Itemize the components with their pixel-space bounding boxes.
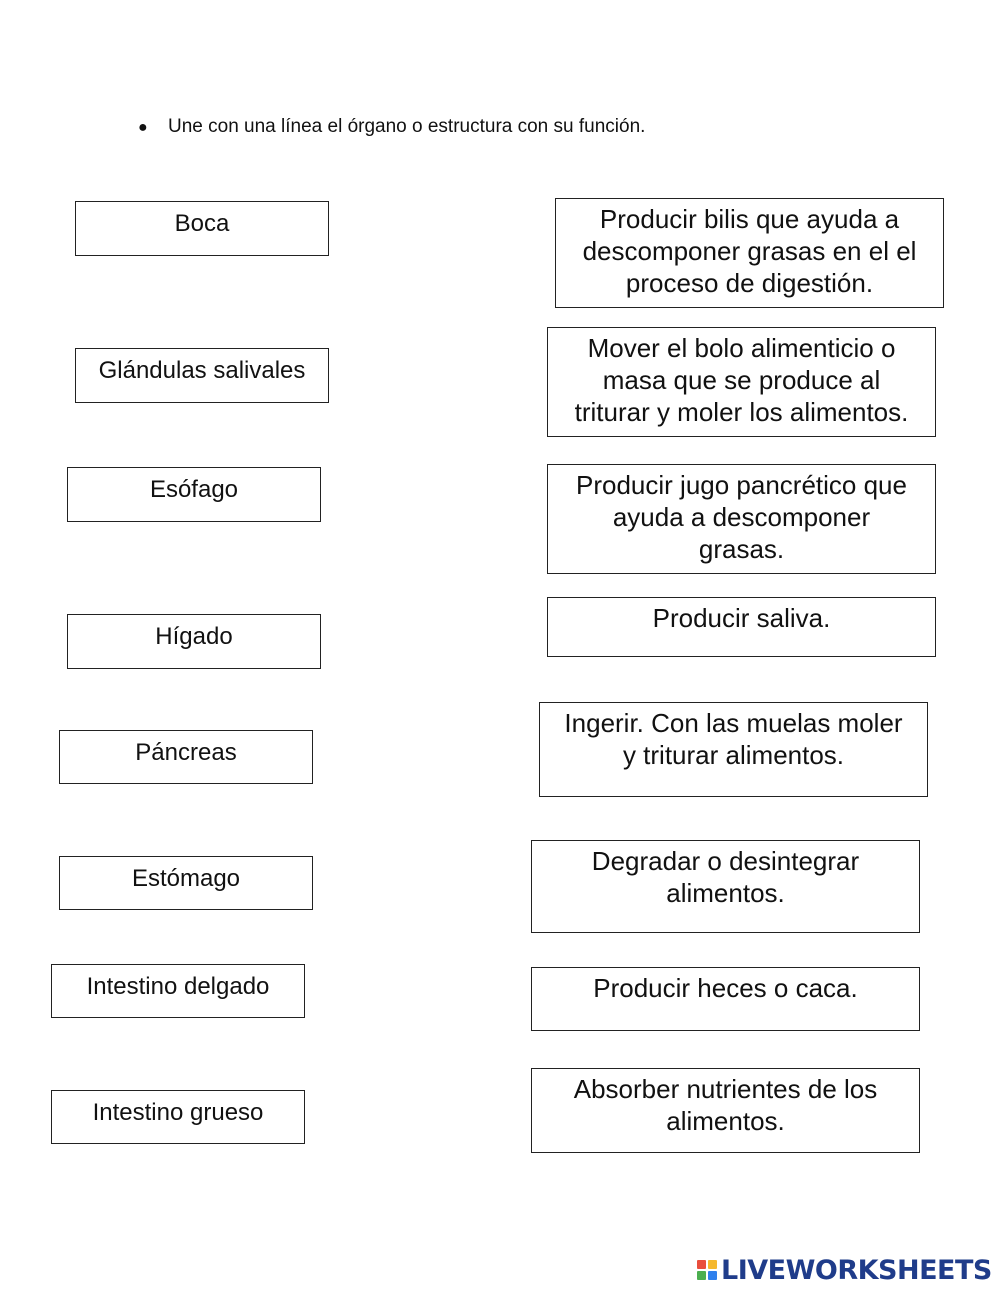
organ-label: Boca: [174, 210, 230, 237]
brand-name: LIVEWORKSHEETS: [721, 1254, 992, 1286]
function-line: Degradar o desintegrar: [591, 846, 860, 876]
function-line: grasas.: [698, 534, 785, 564]
organ-label: Esófago: [149, 476, 239, 503]
function-line: Producir bilis que ayuda a: [599, 204, 900, 234]
function-box[interactable]: [547, 597, 936, 657]
function-line: descomponer grasas en el el: [582, 236, 917, 266]
organ-label: Hígado: [155, 623, 233, 650]
liveworksheets-icon: [697, 1260, 717, 1280]
function-line: triturar y moler los alimentos.: [574, 397, 909, 427]
function-box[interactable]: [547, 327, 936, 437]
function-line: Mover el bolo alimenticio o: [587, 333, 896, 363]
function-line: Ingerir. Con las muelas moler: [564, 708, 903, 738]
organ-box[interactable]: [59, 730, 313, 784]
function-line: Producir heces o caca.: [593, 973, 858, 1003]
organ-box[interactable]: [51, 1090, 305, 1144]
organ-box[interactable]: [51, 964, 305, 1018]
liveworksheets-logo: [697, 1254, 992, 1286]
function-line: Producir saliva.: [652, 603, 831, 633]
instruction-text: Une con una línea el órgano o estructura con su función.: [168, 116, 646, 137]
function-box[interactable]: [531, 840, 920, 933]
function-line: Producir jugo pancrético que: [576, 470, 907, 500]
function-line: proceso de digestión.: [625, 268, 874, 298]
function-line: Absorber nutrientes de los: [573, 1074, 878, 1104]
organ-label: Intestino grueso: [92, 1099, 264, 1126]
function-box[interactable]: [539, 702, 928, 797]
logo-square-icon: [697, 1260, 706, 1269]
organ-label: Páncreas: [135, 739, 237, 766]
logo-square-icon: [697, 1271, 706, 1280]
function-line: masa que se produce al: [602, 365, 881, 395]
function-box[interactable]: [531, 967, 920, 1031]
organ-box[interactable]: [75, 348, 329, 403]
function-box[interactable]: [547, 464, 936, 574]
function-line: alimentos.: [666, 1106, 785, 1136]
instruction: [138, 116, 645, 138]
function-line: ayuda a descomponer: [612, 502, 871, 532]
organ-box[interactable]: [67, 614, 321, 669]
function-box[interactable]: [531, 1068, 920, 1153]
organ-label: Estómago: [131, 865, 241, 892]
function-line: y triturar alimentos.: [622, 740, 845, 770]
organ-box[interactable]: [75, 201, 329, 256]
function-line: alimentos.: [666, 878, 785, 908]
organ-box[interactable]: [59, 856, 313, 910]
organ-label: Intestino delgado: [86, 973, 270, 1000]
logo-square-icon: [708, 1260, 717, 1269]
organ-box[interactable]: [67, 467, 321, 522]
function-box[interactable]: [555, 198, 944, 308]
logo-square-icon: [708, 1271, 717, 1280]
bullet-icon: ●: [138, 119, 148, 136]
organ-label: Glándulas salivales: [98, 357, 306, 384]
